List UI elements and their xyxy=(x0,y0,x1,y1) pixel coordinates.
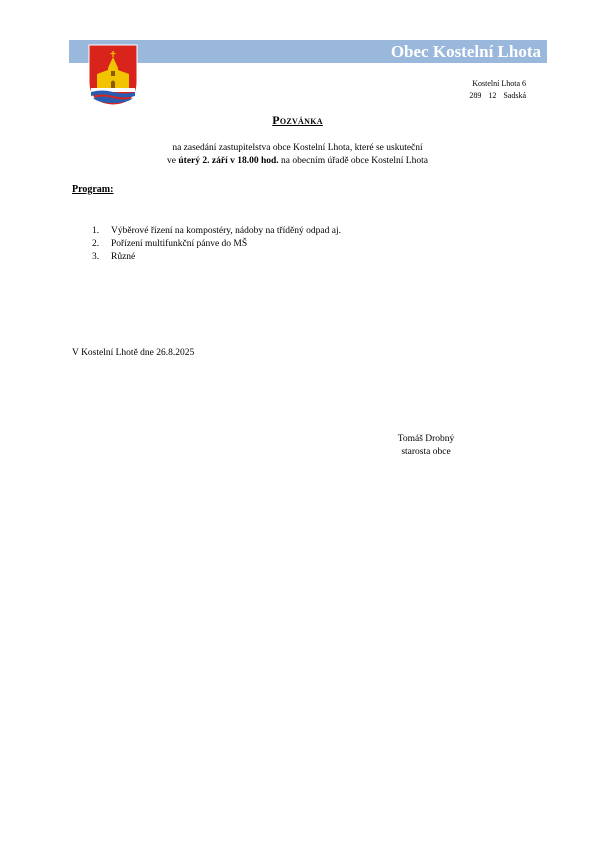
address-zip-city xyxy=(469,90,526,102)
agenda-item-number: 3. xyxy=(92,252,100,262)
address-city: Sadská xyxy=(503,91,526,100)
signatory-role: starosta obce xyxy=(401,447,451,457)
coat-of-arms xyxy=(88,44,138,106)
address-block xyxy=(469,78,526,102)
invitation-intro xyxy=(0,142,595,168)
intro-prefix: ve xyxy=(167,156,179,166)
meeting-date-time: úterý 2. září v 18.00 hod. xyxy=(178,156,279,166)
agenda-item-text: Pořízení multifunkční pánve do MŠ xyxy=(111,239,248,249)
agenda-item-text: Výběrové řízení na kompostéry, nádoby na tříděný odpad aj. xyxy=(111,226,341,236)
program-heading: Program: xyxy=(72,184,114,195)
agenda-list xyxy=(92,225,341,264)
agenda-item xyxy=(92,238,341,251)
org-name: Obec Kostelní Lhota xyxy=(390,42,541,61)
agenda-item-number: 2. xyxy=(92,239,100,249)
address-zip: 289 12 xyxy=(469,91,497,100)
invitation-title: Pozvánka xyxy=(272,113,323,127)
agenda-item-number: 1. xyxy=(92,226,100,236)
address-line: Kostelní Lhota 6 xyxy=(472,79,526,88)
signature-block xyxy=(366,433,486,459)
signatory-name: Tomáš Drobný xyxy=(397,434,455,444)
header-band xyxy=(69,40,547,63)
agenda-item-text: Různé xyxy=(111,252,136,262)
agenda-item xyxy=(92,225,341,238)
place-and-date: V Kostelní Lhotě dne 26.8.2025 xyxy=(72,348,195,358)
agenda-item xyxy=(92,251,341,264)
intro-line-2 xyxy=(0,155,595,168)
intro-suffix: na obecním úřadě obce Kostelní Lhota xyxy=(278,156,428,166)
intro-line-1: na zasedání zastupitelstva obce Kostelní Lhota, které se uskuteční xyxy=(172,143,423,153)
